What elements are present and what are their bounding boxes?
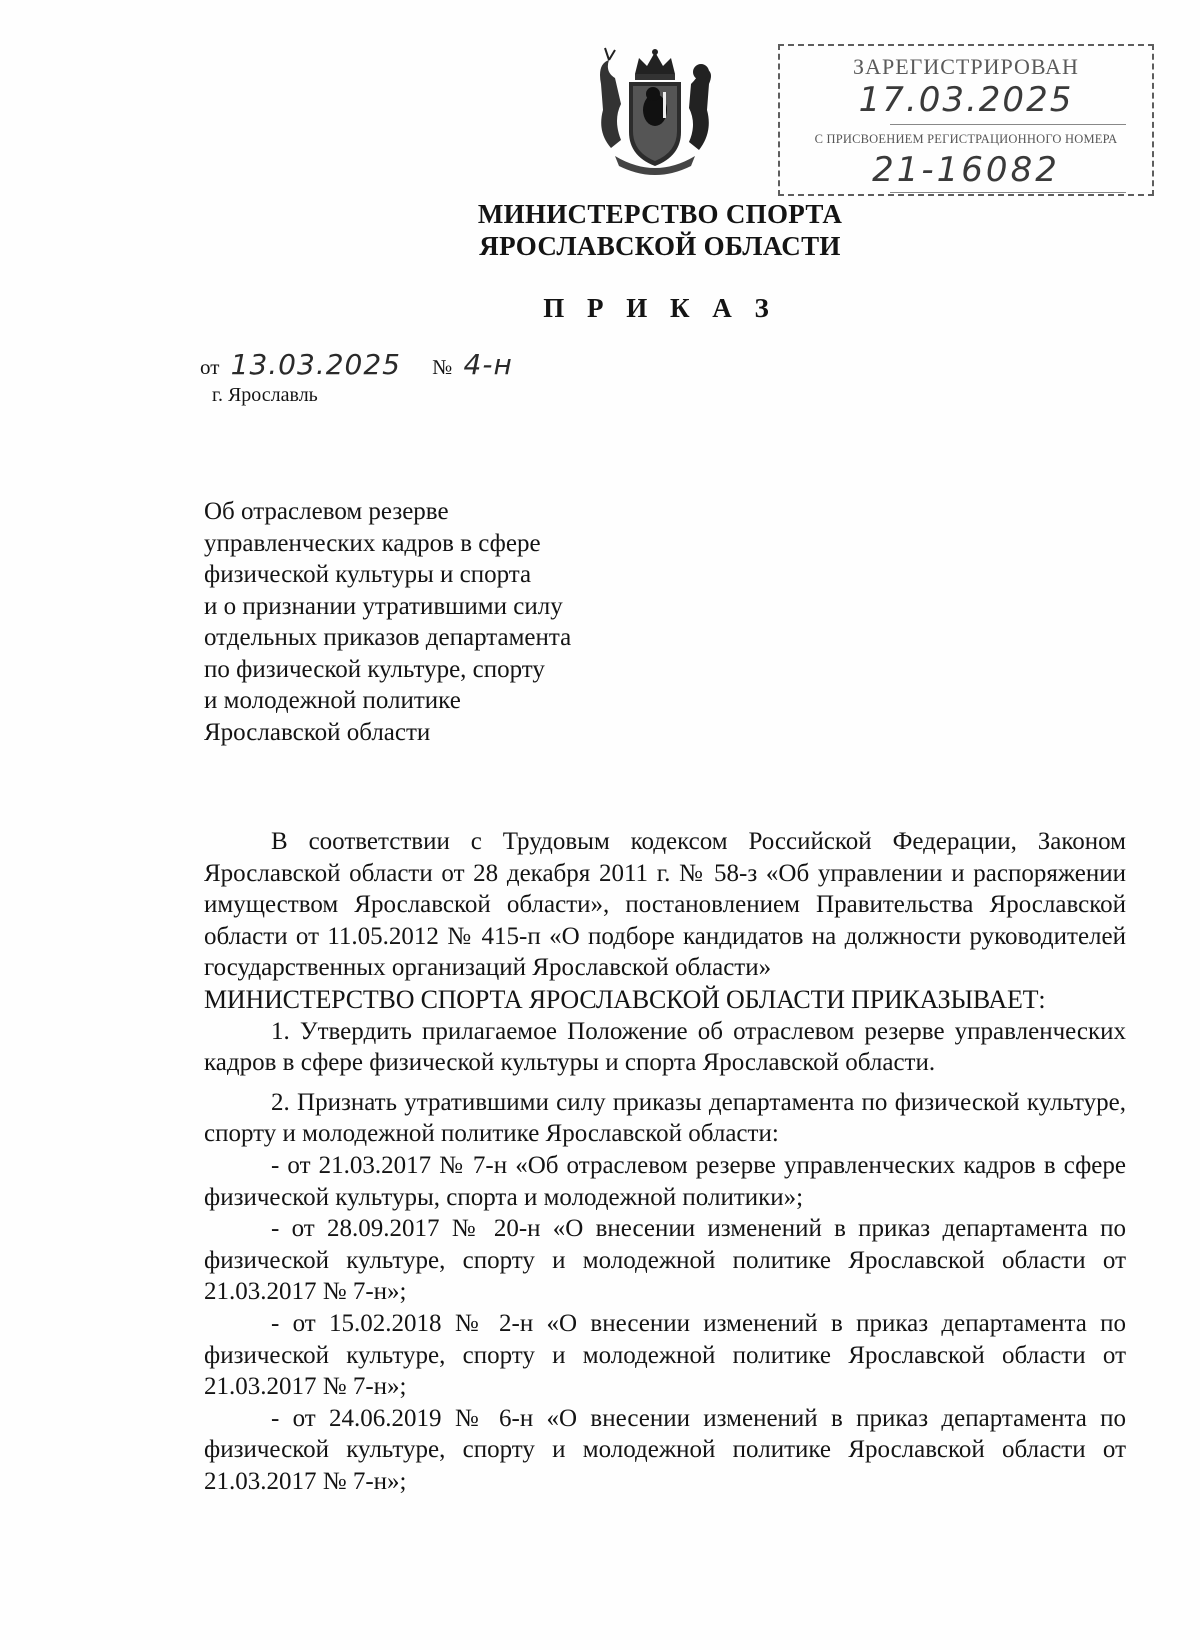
repealed-order-item: - от 21.03.2017 № 7-н «Об отраслевом резерве управленческих кадров в сфере физической культуры, спорта и молодежной политики»; xyxy=(204,1151,1126,1211)
coat-of-arms-icon xyxy=(587,44,723,180)
item-1-paragraph: 1. Утвердить прилагаемое Положение об отраслевом резерве управленческих кадров в сфере физической культуры и спорта Ярославской области. xyxy=(204,1017,1126,1077)
date-prefix: от xyxy=(200,355,220,379)
subject-line: физической культуры и спорта xyxy=(204,561,532,588)
order-date-line xyxy=(200,348,513,381)
repealed-order-item: - от 24.06.2019 № 6-н «О внесении изменений в приказ департамента по физической культуре, спорту и молодежной политике Ярославской области от 21.03.2017 № 7-н»; xyxy=(204,1404,1126,1495)
stamp-divider xyxy=(890,192,1126,193)
stamp-divider xyxy=(890,124,1126,125)
stamp-date: 17.03.2025 xyxy=(858,80,1074,120)
subject-line: и молодежной политике xyxy=(204,687,461,714)
number-prefix: № xyxy=(432,355,453,379)
ministry-name xyxy=(0,198,1200,262)
subject-line: и о признании утратившими силу xyxy=(204,592,563,620)
stamp-reg-number: 21-16082 xyxy=(872,150,1060,190)
subject-line: Ярославской области xyxy=(204,718,431,746)
repealed-order-item: - от 28.09.2017 № 20-н «О внесении изменений в приказ департамента по физической культуре, спорту и молодежной политике Ярославской области от 21.03.2017 № 7-н»; xyxy=(204,1215,1126,1306)
item-2-paragraph: 2. Признать утратившими силу приказы департамента по физической культуре, спорту и молодежной политике Ярославской области: xyxy=(204,1088,1126,1148)
order-number: 4-н xyxy=(463,348,513,381)
order-body xyxy=(204,826,1126,1497)
preamble-paragraph: В соответствии с Трудовым кодексом Российской Федерации, Законом Ярославской области от 28 декабря 2011 г. № 58-з «Об управлении и распоряжении имуществом Ярославской области», постановлением Правительства Ярославской области от 11.05.2012 № 415-п «О подборе кандидатов на должности руководителей государственных организаций Ярославской области» xyxy=(204,828,1126,982)
ministry-line: МИНИСТЕРСТВО СПОРТА xyxy=(477,199,843,229)
order-date: 13.03.2025 xyxy=(230,348,401,381)
subject-line: по физической культуре, спорту xyxy=(204,655,545,683)
subject-line: управленческих кадров в сфере xyxy=(204,529,541,557)
document-type: П Р И К А З xyxy=(543,293,777,323)
subject-line: Об отраслевом резерве xyxy=(204,498,449,525)
stamp-title: ЗАРЕГИСТРИРОВАН xyxy=(853,54,1079,79)
order-city: г. Ярославль xyxy=(212,384,318,406)
ministry-line: ЯРОСЛАВСКОЙ ОБЛАСТИ xyxy=(479,231,841,261)
orders-line: МИНИСТЕРСТВО СПОРТА ЯРОСЛАВСКОЙ ОБЛАСТИ ПРИКАЗЫВАЕТ: xyxy=(204,984,1046,1014)
subject-line: отдельных приказов департамента xyxy=(204,624,572,651)
registration-stamp xyxy=(778,44,1154,196)
stamp-subtitle: С ПРИСВОЕНИЕМ РЕГИСТРАЦИОННОГО НОМЕРА xyxy=(814,132,1118,146)
repealed-order-item: - от 15.02.2018 № 2-н «О внесении изменений в приказ департамента по физической культуре, спорту и молодежной политике Ярославской области от 21.03.2017 № 7-н»; xyxy=(204,1309,1126,1401)
order-subject xyxy=(204,496,664,748)
